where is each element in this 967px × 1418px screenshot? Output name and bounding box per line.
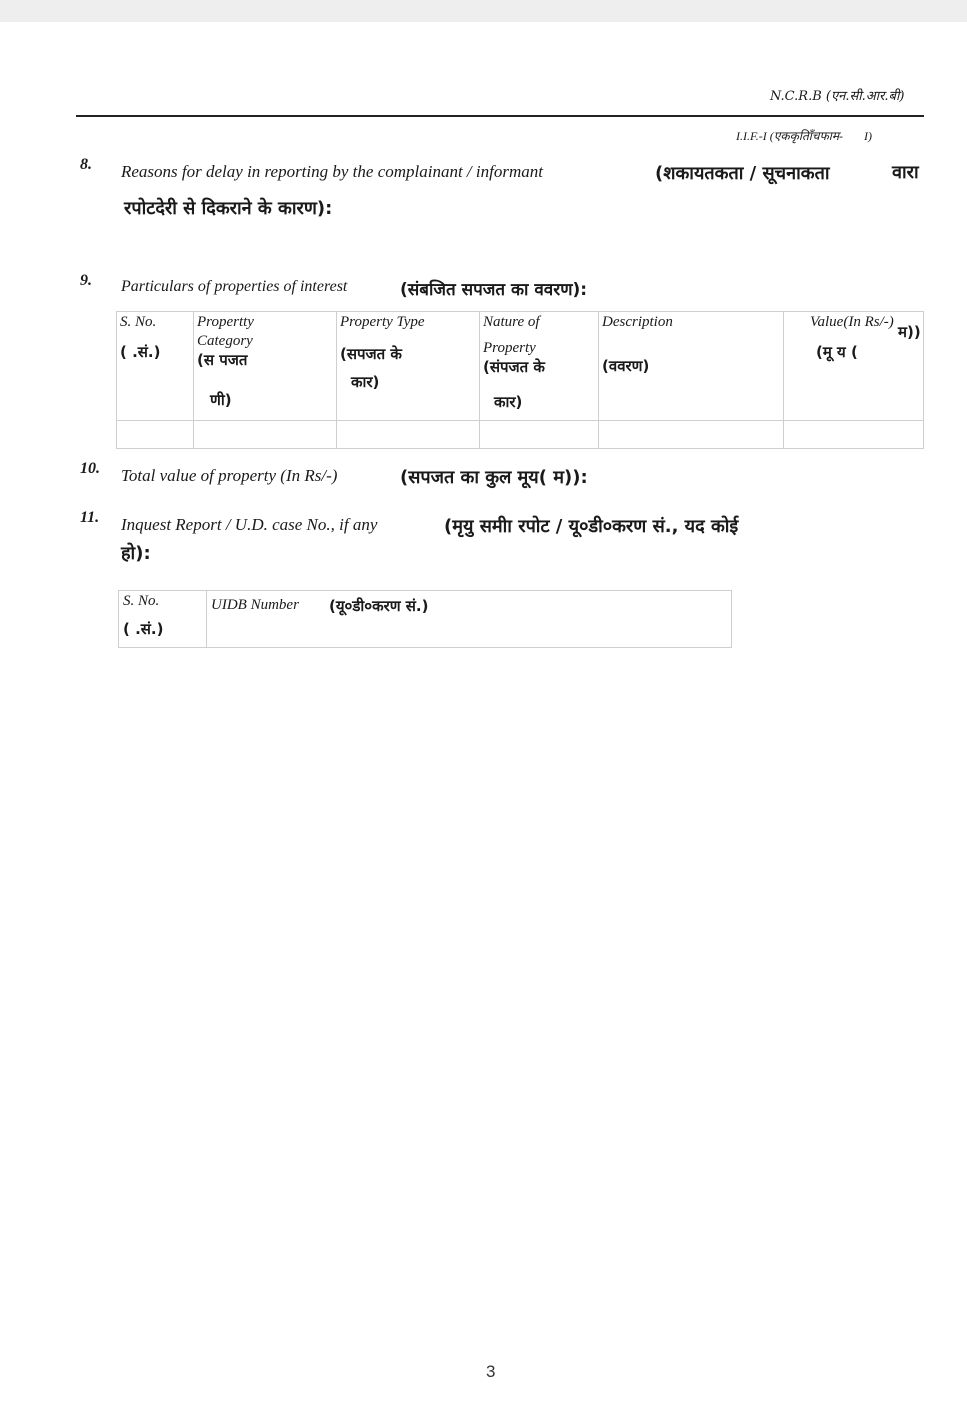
page-number: 3: [486, 1362, 496, 1381]
col-type-en: Property Type: [340, 314, 425, 330]
q11-label-hi-1: (मृयु समीा रपोट / यू०डी०करण सं., यद कोई: [444, 516, 739, 537]
uidb-col-number-hi: (यू०डी०करण सं.): [329, 597, 429, 615]
col-value-hi2: म)): [898, 323, 921, 341]
q8-label-hi-3: रपोटदेरी से दिकराने के कारण):: [124, 198, 333, 219]
col-sno: [117, 312, 194, 421]
q11-number: 11.: [80, 509, 100, 526]
empty-cell: [194, 421, 337, 449]
col-value-hi1: (मू य (: [816, 343, 858, 361]
uidb-col-sno-hi: ( .सं.): [123, 620, 164, 638]
q8-label-en: Reasons for delay in reporting by the complainant / informant: [121, 162, 543, 181]
header-org: [770, 86, 904, 105]
col-type-hi2: कार): [351, 373, 380, 391]
top-strip: [0, 0, 967, 22]
col-value-en: Value(In Rs/-): [810, 314, 894, 330]
q9-number: 9.: [80, 272, 92, 289]
properties-table: [116, 311, 924, 449]
uidb-header-row: [119, 591, 732, 648]
col-description-hi: (ववरण): [602, 357, 650, 375]
q8-label-hi-2: वारा: [892, 162, 919, 183]
q10-label-en: Total value of property (In Rs/-): [121, 466, 338, 485]
uidb-table: [118, 590, 732, 648]
col-category-en1: Propertty: [197, 314, 254, 330]
empty-cell: [784, 421, 924, 449]
col-value: [784, 312, 924, 421]
q8-number: 8.: [80, 156, 92, 173]
form-id-right: I): [864, 129, 873, 143]
col-nature-en1: Nature of: [483, 314, 540, 330]
q11-label-en: Inquest Report / U.D. case No., if any: [121, 515, 378, 534]
empty-cell: [117, 421, 194, 449]
empty-cell: [480, 421, 599, 449]
col-type-hi1: (सपजत के: [340, 345, 402, 363]
uidb-col-number: [207, 591, 732, 648]
header-org-text: N.C.R.B (एन.सी.आर.बी): [770, 89, 905, 104]
header-divider: [76, 115, 924, 117]
col-category-en2: Category: [197, 333, 253, 349]
q8-label-hi-1: (शकायतकता / सूचनाकता: [655, 163, 830, 184]
col-description: [599, 312, 784, 421]
col-nature-hi1: (संपजत के: [483, 358, 545, 376]
col-nature-en2: Property: [483, 340, 536, 356]
col-type: [337, 312, 480, 421]
col-category-hi2: णी): [210, 391, 232, 409]
col-category-hi1: (स पजत: [197, 351, 248, 369]
col-nature-hi2: कार): [494, 393, 523, 411]
uidb-col-sno-en: S. No.: [123, 593, 160, 609]
q9-label-en: Particulars of properties of interest: [121, 278, 348, 295]
uidb-col-number-en: UIDB Number: [211, 597, 299, 613]
col-sno-hi: ( .सं.): [120, 343, 161, 361]
q10-label-hi: (सपजत का कुल मूय( म)):: [400, 467, 588, 488]
col-nature: [480, 312, 599, 421]
properties-empty-row: [117, 421, 924, 449]
form-id: [736, 127, 872, 144]
col-sno-en: S. No.: [120, 314, 157, 330]
q10-number: 10.: [80, 460, 100, 477]
form-id-left: I.I.F.-I (एककृतिाँचफाम-: [736, 129, 844, 143]
properties-header-row: [117, 312, 924, 421]
q9-label-hi: (संबजित सपजत का ववरण):: [400, 280, 588, 300]
col-category: [194, 312, 337, 421]
col-description-en: Description: [602, 314, 673, 330]
empty-cell: [599, 421, 784, 449]
uidb-col-sno: [119, 591, 207, 648]
empty-cell: [337, 421, 480, 449]
q11-label-hi-2: हो):: [121, 543, 151, 564]
